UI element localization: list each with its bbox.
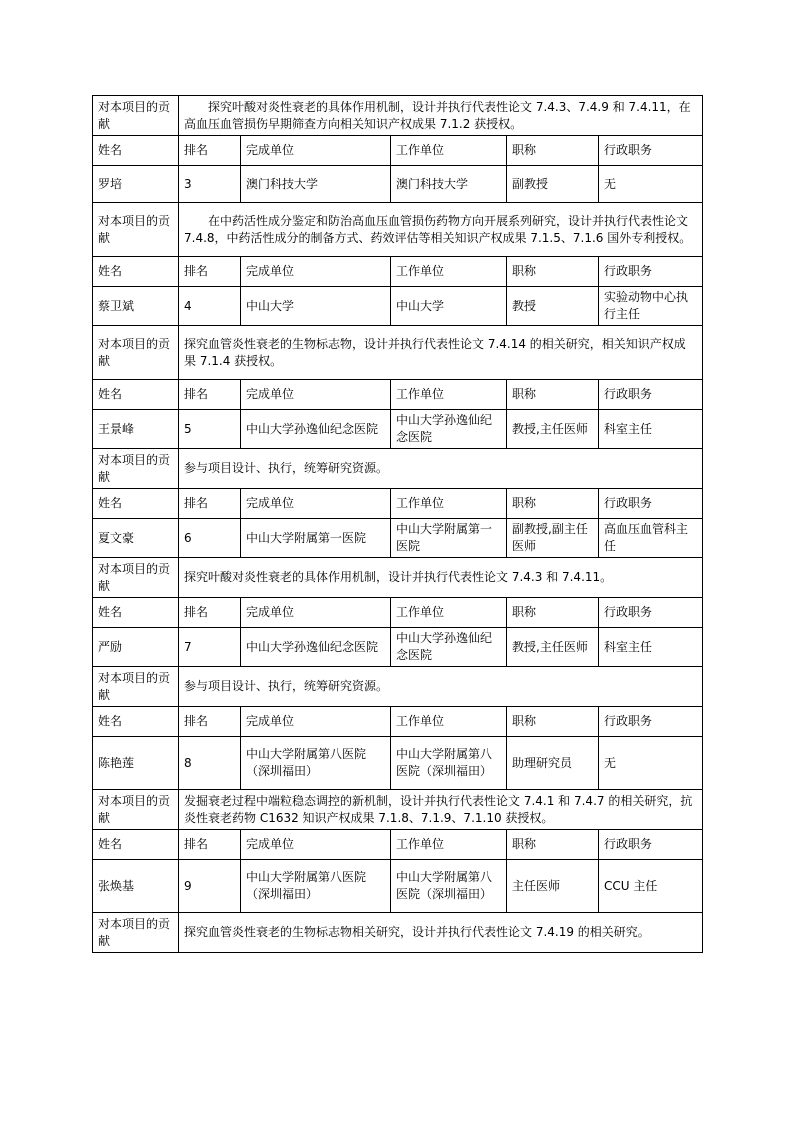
header-row <box>93 136 703 166</box>
person-title: 教授,主任医师 <box>507 628 599 667</box>
header-title: 职称 <box>507 257 599 287</box>
header-name: 姓名 <box>93 136 179 166</box>
person-title: 教授,主任医师 <box>507 410 599 449</box>
person-title: 主任医师 <box>507 860 599 913</box>
person-rank: 4 <box>179 287 241 326</box>
header-admin-position: 行政职务 <box>599 257 703 287</box>
person-rank: 3 <box>179 166 241 203</box>
header-row <box>93 707 703 737</box>
person-row <box>93 860 703 913</box>
person-work-unit: 中山大学 <box>391 287 507 326</box>
contribution-text: 探究叶酸对炎性衰老的具体作用机制，设计并执行代表性论文 7.4.3 和 7.4.11。 <box>179 558 703 598</box>
header-name: 姓名 <box>93 380 179 410</box>
contribution-text: 发掘衰老过程中端粒稳态调控的新机制，设计并执行代表性论文 7.4.1 和 7.4.7 的相关研究，抗炎性衰老药物 C1632 知识产权成果 7.1.8、7.1.9、7.1.10 获授权。 <box>179 790 703 830</box>
header-rank: 排名 <box>179 489 241 519</box>
person-admin-position: 科室主任 <box>599 628 703 667</box>
header-completion-unit: 完成单位 <box>241 380 391 410</box>
header-name: 姓名 <box>93 257 179 287</box>
contribution-label: 对本项目的贡献 <box>93 790 179 830</box>
contribution-row <box>93 558 703 598</box>
person-name: 王景峰 <box>93 410 179 449</box>
person-rank: 8 <box>179 737 241 790</box>
person-completion-unit: 中山大学附属第八医院（深圳福田） <box>241 737 391 790</box>
header-title: 职称 <box>507 598 599 628</box>
person-completion-unit: 中山大学 <box>241 287 391 326</box>
person-name: 夏文豪 <box>93 519 179 558</box>
header-rank: 排名 <box>179 136 241 166</box>
header-work-unit: 工作单位 <box>391 830 507 860</box>
header-admin-position: 行政职务 <box>599 598 703 628</box>
header-name: 姓名 <box>93 489 179 519</box>
header-completion-unit: 完成单位 <box>241 830 391 860</box>
header-work-unit: 工作单位 <box>391 707 507 737</box>
person-row <box>93 628 703 667</box>
header-name: 姓名 <box>93 598 179 628</box>
person-name: 严励 <box>93 628 179 667</box>
person-rank: 5 <box>179 410 241 449</box>
person-title: 助理研究员 <box>507 737 599 790</box>
person-completion-unit: 澳门科技大学 <box>241 166 391 203</box>
header-work-unit: 工作单位 <box>391 598 507 628</box>
contribution-text: 探究叶酸对炎性衰老的具体作用机制，设计并执行代表性论文 7.4.3、7.4.9 和 7.4.11，在高血压血管损伤早期筛查方向相关知识产权成果 7.1.2 获授权。 <box>179 96 703 136</box>
contribution-text: 探究血管炎性衰老的生物标志物相关研究，设计并执行代表性论文 7.4.19 的相关研究。 <box>179 913 703 953</box>
header-row <box>93 489 703 519</box>
person-work-unit: 中山大学附属第一医院 <box>391 519 507 558</box>
header-rank: 排名 <box>179 707 241 737</box>
person-work-unit: 澳门科技大学 <box>391 166 507 203</box>
contribution-text: 探究血管炎性衰老的生物标志物，设计并执行代表性论文 7.4.14 的相关研究，相关知识产权成果 7.1.4 获授权。 <box>179 326 703 380</box>
contribution-label: 对本项目的贡献 <box>93 449 179 489</box>
header-completion-unit: 完成单位 <box>241 598 391 628</box>
contribution-label: 对本项目的贡献 <box>93 558 179 598</box>
header-admin-position: 行政职务 <box>599 830 703 860</box>
person-work-unit: 中山大学附属第八医院（深圳福田） <box>391 737 507 790</box>
header-rank: 排名 <box>179 257 241 287</box>
person-name: 蔡卫斌 <box>93 287 179 326</box>
person-work-unit: 中山大学附属第八医院（深圳福田） <box>391 860 507 913</box>
contribution-label: 对本项目的贡献 <box>93 913 179 953</box>
person-admin-position: 高血压血管科主任 <box>599 519 703 558</box>
contribution-row <box>93 96 703 136</box>
contribution-row <box>93 913 703 953</box>
person-title: 副教授,副主任医师 <box>507 519 599 558</box>
person-rank: 6 <box>179 519 241 558</box>
header-work-unit: 工作单位 <box>391 489 507 519</box>
person-name: 罗培 <box>93 166 179 203</box>
header-name: 姓名 <box>93 707 179 737</box>
contribution-text: 参与项目设计、执行，统筹研究资源。 <box>179 667 703 707</box>
contribution-label: 对本项目的贡献 <box>93 203 179 257</box>
person-rank: 7 <box>179 628 241 667</box>
contribution-row <box>93 326 703 380</box>
header-row <box>93 380 703 410</box>
contribution-row <box>93 203 703 257</box>
person-completion-unit: 中山大学孙逸仙纪念医院 <box>241 628 391 667</box>
header-completion-unit: 完成单位 <box>241 707 391 737</box>
header-admin-position: 行政职务 <box>599 489 703 519</box>
person-admin-position: 科室主任 <box>599 410 703 449</box>
person-completion-unit: 中山大学附属第一医院 <box>241 519 391 558</box>
person-admin-position: 无 <box>599 166 703 203</box>
header-row <box>93 257 703 287</box>
header-work-unit: 工作单位 <box>391 136 507 166</box>
contribution-text: 参与项目设计、执行，统筹研究资源。 <box>179 449 703 489</box>
person-row <box>93 287 703 326</box>
header-completion-unit: 完成单位 <box>241 257 391 287</box>
contribution-label: 对本项目的贡献 <box>93 96 179 136</box>
contribution-row <box>93 790 703 830</box>
contribution-label: 对本项目的贡献 <box>93 667 179 707</box>
person-admin-position: 无 <box>599 737 703 790</box>
header-row <box>93 830 703 860</box>
table-body <box>93 96 703 953</box>
contribution-row <box>93 667 703 707</box>
person-rank: 9 <box>179 860 241 913</box>
header-rank: 排名 <box>179 830 241 860</box>
header-admin-position: 行政职务 <box>599 136 703 166</box>
contribution-label: 对本项目的贡献 <box>93 326 179 380</box>
person-completion-unit: 中山大学附属第八医院（深圳福田） <box>241 860 391 913</box>
person-row <box>93 737 703 790</box>
person-admin-position: 实验动物中心执行主任 <box>599 287 703 326</box>
person-completion-unit: 中山大学孙逸仙纪念医院 <box>241 410 391 449</box>
header-title: 职称 <box>507 830 599 860</box>
header-admin-position: 行政职务 <box>599 707 703 737</box>
header-work-unit: 工作单位 <box>391 257 507 287</box>
person-name: 陈艳莲 <box>93 737 179 790</box>
header-name: 姓名 <box>93 830 179 860</box>
person-row <box>93 166 703 203</box>
person-title: 副教授 <box>507 166 599 203</box>
header-completion-unit: 完成单位 <box>241 136 391 166</box>
header-completion-unit: 完成单位 <box>241 489 391 519</box>
header-rank: 排名 <box>179 598 241 628</box>
person-work-unit: 中山大学孙逸仙纪念医院 <box>391 628 507 667</box>
header-rank: 排名 <box>179 380 241 410</box>
contribution-row <box>93 449 703 489</box>
person-row <box>93 519 703 558</box>
header-row <box>93 598 703 628</box>
person-row <box>93 410 703 449</box>
personnel-table <box>92 95 702 953</box>
header-title: 职称 <box>507 707 599 737</box>
header-title: 职称 <box>507 489 599 519</box>
header-title: 职称 <box>507 136 599 166</box>
person-title: 教授 <box>507 287 599 326</box>
header-title: 职称 <box>507 380 599 410</box>
person-name: 张焕基 <box>93 860 179 913</box>
person-admin-position: CCU 主任 <box>599 860 703 913</box>
person-work-unit: 中山大学孙逸仙纪念医院 <box>391 410 507 449</box>
header-work-unit: 工作单位 <box>391 380 507 410</box>
header-admin-position: 行政职务 <box>599 380 703 410</box>
contribution-text: 在中药活性成分鉴定和防治高血压血管损伤药物方向开展系列研究，设计并执行代表性论文 7.4.8，中药活性成分的制备方式、药效评估等相关知识产权成果 7.1.5、7.1.6 国外专利授权。 <box>179 203 703 257</box>
